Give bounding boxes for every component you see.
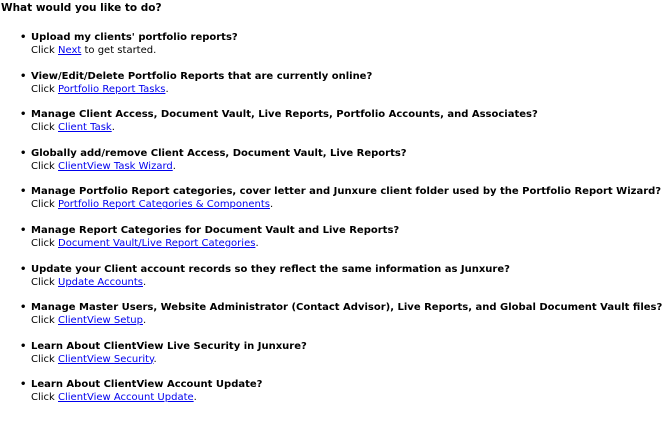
task-question: Manage Portfolio Report categories, cover letter and Junxure client folder used by the Portfolio Report Wizard? bbox=[31, 186, 662, 198]
next-link[interactable]: Next bbox=[58, 45, 82, 56]
instruction-suffix: . bbox=[269, 199, 274, 211]
click-label: Click bbox=[31, 237, 55, 249]
task-item-upload-reports bbox=[20, 32, 665, 58]
task-item-master-users bbox=[20, 302, 665, 328]
task-instruction bbox=[31, 84, 665, 97]
click-label: Click bbox=[31, 122, 55, 134]
update-accounts-link[interactable]: Update Accounts bbox=[58, 276, 143, 288]
task-instruction bbox=[31, 277, 665, 290]
instruction-suffix: to get started. bbox=[81, 45, 157, 56]
bullet-icon: • bbox=[20, 379, 27, 391]
task-question: Manage Report Categories for Document Vault and Live Reports? bbox=[31, 224, 400, 236]
portfolio-report-categories-link[interactable]: Portfolio Report Categories & Components bbox=[58, 199, 270, 211]
task-list bbox=[1, 32, 665, 405]
click-label: Click bbox=[31, 315, 55, 327]
bullet-icon: • bbox=[20, 340, 27, 352]
task-instruction bbox=[31, 392, 665, 405]
instruction-suffix: . bbox=[142, 315, 147, 327]
instruction-suffix: . bbox=[143, 276, 147, 288]
task-question: Learn About ClientView Account Update? bbox=[31, 379, 263, 391]
click-label: Click bbox=[31, 45, 55, 56]
task-instruction bbox=[31, 199, 665, 212]
portfolio-report-tasks-link[interactable]: Portfolio Report Tasks bbox=[58, 83, 166, 95]
task-instruction bbox=[31, 315, 665, 328]
page-heading: What would you like to do? bbox=[1, 2, 162, 14]
bullet-icon: • bbox=[20, 263, 27, 275]
instruction-suffix: . bbox=[255, 237, 259, 249]
task-question: Manage Master Users, Website Administrator (Contact Advisor), Live Reports, and Global Document Vault files? bbox=[31, 302, 663, 314]
task-question: Learn About ClientView Live Security in Junxure? bbox=[31, 340, 307, 352]
click-label: Click bbox=[31, 276, 55, 288]
instruction-suffix: . bbox=[153, 353, 157, 365]
bullet-icon: • bbox=[20, 70, 27, 82]
task-instruction bbox=[31, 161, 665, 174]
task-question: Manage Client Access, Document Vault, Live Reports, Portfolio Accounts, and Associates? bbox=[31, 109, 538, 121]
task-item-update-accounts bbox=[20, 264, 665, 290]
bullet-icon: • bbox=[20, 32, 27, 43]
bullet-icon: • bbox=[20, 186, 27, 198]
task-question: Update your Client account records so they reflect the same information as Junxure? bbox=[31, 263, 510, 275]
task-page bbox=[1, 2, 665, 418]
task-item-client-access bbox=[20, 109, 665, 135]
clientview-setup-link[interactable]: ClientView Setup bbox=[58, 315, 143, 327]
instruction-suffix: . bbox=[165, 83, 169, 95]
task-instruction bbox=[31, 354, 665, 367]
task-question: Upload my clients' portfolio reports? bbox=[31, 32, 238, 43]
task-item-live-security bbox=[20, 341, 665, 367]
click-label: Click bbox=[31, 160, 55, 172]
task-item-account-update bbox=[20, 379, 665, 405]
task-item-global-access bbox=[20, 148, 665, 174]
client-task-link[interactable]: Client Task bbox=[58, 122, 112, 134]
task-instruction bbox=[31, 238, 665, 251]
click-label: Click bbox=[31, 392, 55, 404]
task-instruction bbox=[31, 122, 665, 135]
task-item-portfolio-reports bbox=[20, 71, 665, 97]
clientview-account-update-link[interactable]: ClientView Account Update bbox=[58, 392, 194, 404]
bullet-icon: • bbox=[20, 109, 27, 121]
task-item-report-categories bbox=[20, 186, 665, 212]
bullet-icon: • bbox=[20, 147, 27, 159]
instruction-suffix: . bbox=[193, 392, 197, 404]
instruction-suffix: . bbox=[111, 122, 115, 134]
task-item-vault-categories bbox=[20, 225, 665, 251]
task-instruction bbox=[31, 45, 665, 58]
clientview-security-link[interactable]: ClientView Security bbox=[58, 353, 154, 365]
document-vault-categories-link[interactable]: Document Vault/Live Report Categories bbox=[58, 237, 256, 249]
instruction-suffix: . bbox=[172, 160, 176, 172]
bullet-icon: • bbox=[20, 302, 27, 314]
clientview-task-wizard-link[interactable]: ClientView Task Wizard bbox=[58, 160, 173, 172]
task-question: Globally add/remove Client Access, Document Vault, Live Reports? bbox=[31, 147, 407, 159]
click-label: Click bbox=[31, 83, 55, 95]
bullet-icon: • bbox=[20, 224, 27, 236]
task-question: View/Edit/Delete Portfolio Reports that are currently online? bbox=[31, 70, 373, 82]
click-label: Click bbox=[31, 199, 55, 211]
click-label: Click bbox=[31, 353, 55, 365]
